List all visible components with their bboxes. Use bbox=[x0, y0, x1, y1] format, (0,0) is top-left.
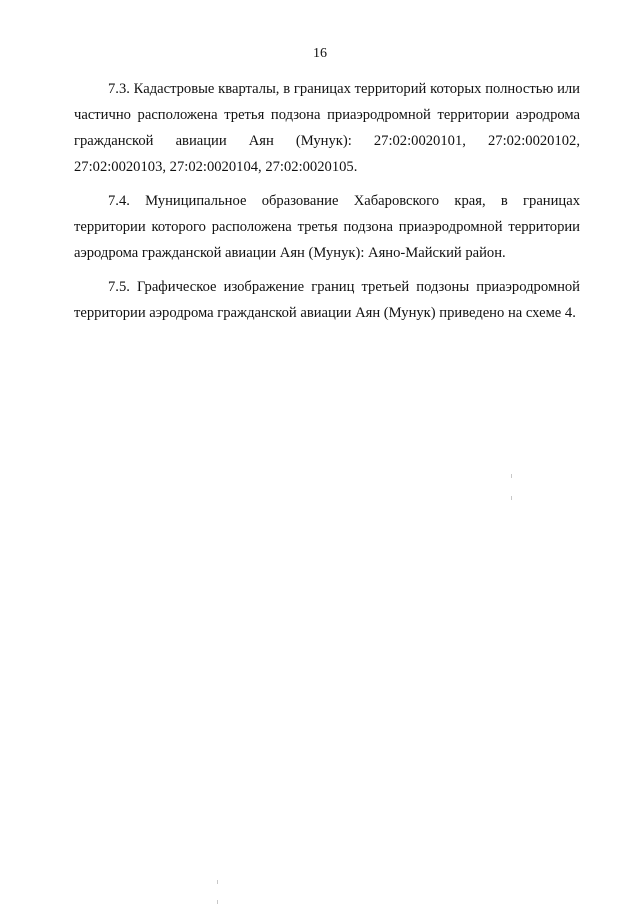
scan-speck bbox=[217, 900, 218, 904]
document-body bbox=[74, 76, 580, 334]
scan-speck bbox=[511, 474, 512, 478]
scan-speck bbox=[217, 880, 218, 884]
paragraph-7-4: 7.4. Муниципальное образование Хабаровского края, в границах территории которого расположена третья подзона приаэродромной территории аэродрома гражданской авиации Аян (Мунук): Аяно-Майский район. bbox=[74, 193, 580, 261]
page-number: 16 bbox=[313, 46, 327, 61]
paragraph-7-3: 7.3. Кадастровые кварталы, в границах территорий которых полностью или частично расположена третья подзона приаэродромной территории аэродрома гражданской авиации Аян (Мунук): 27:02:0020101, 27:02:0020102, 27:02:0020103, 27:02:0020104, 27:02:0020105. bbox=[74, 81, 580, 175]
scan-speck bbox=[511, 496, 512, 500]
paragraph-7-5: 7.5. Графическое изображение границ третьей подзоны приаэродромной территории аэродрома гражданской авиации Аян (Мунук) приведено на схеме 4. bbox=[74, 279, 580, 321]
